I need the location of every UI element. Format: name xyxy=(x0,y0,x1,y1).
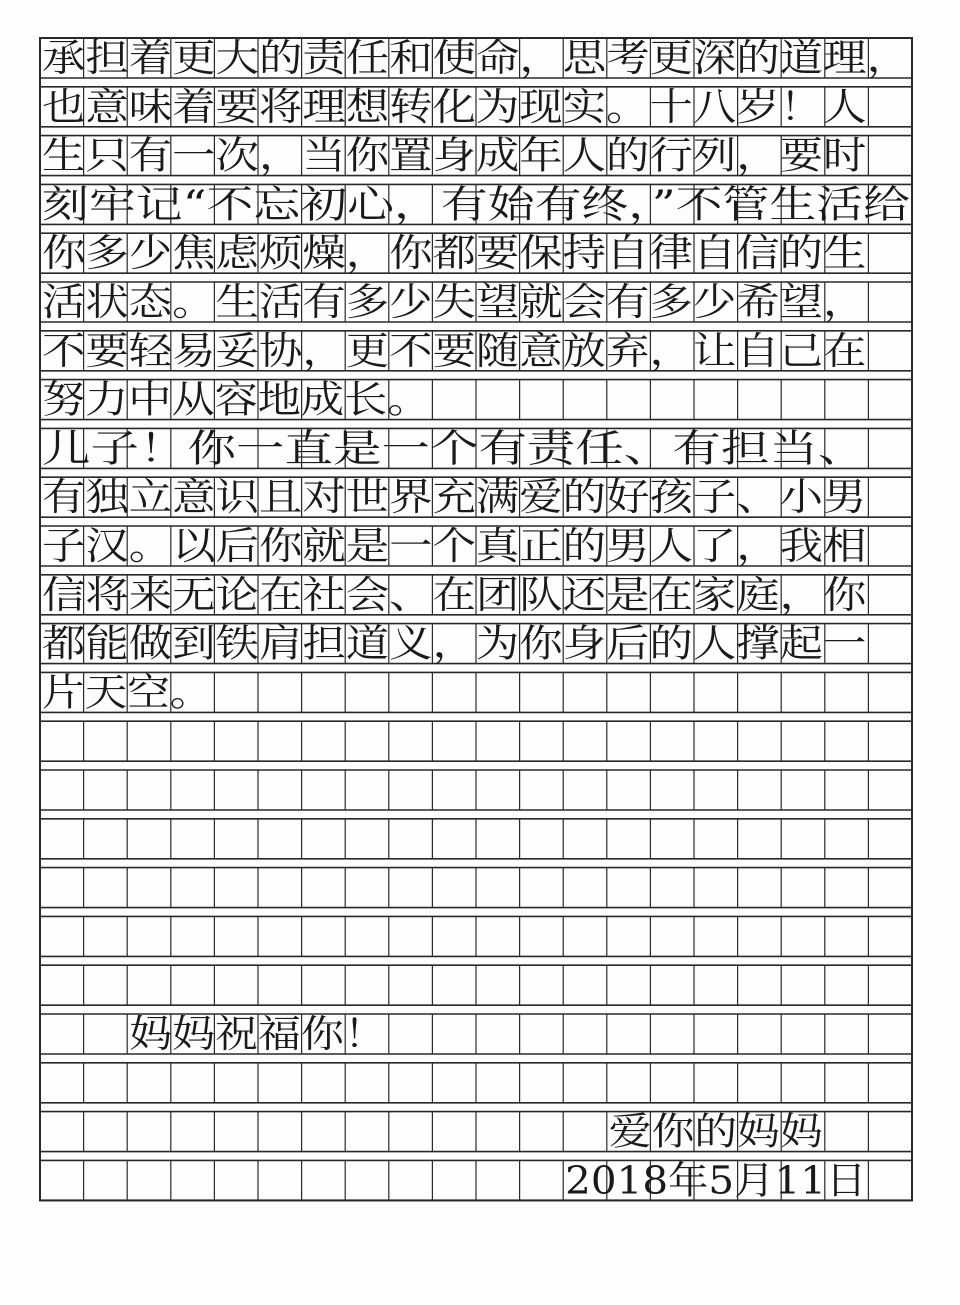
date-line: 2018年5月11日 xyxy=(565,1158,867,1203)
letter-line: 也意味着要将理想转化为现实。十八岁！人 xyxy=(42,84,867,129)
letter-line: 子汉。以后你就是一个真正的男人了，我相 xyxy=(42,524,867,568)
letter-line: 努力中从容地成长。 xyxy=(42,377,431,422)
grid-row xyxy=(40,819,912,859)
letter-line: 活状态。生活有多少失望就会有多少希望， xyxy=(42,280,867,324)
signature-line: 爱你的妈妈 xyxy=(608,1109,823,1154)
grid-row xyxy=(40,377,912,422)
letter-line: 你多少焦虑烦燥，你都要保持自律自信的生 xyxy=(42,231,867,276)
grid-row xyxy=(40,916,912,956)
grid-row xyxy=(40,426,912,471)
grid-row xyxy=(40,182,912,227)
grid-row xyxy=(40,1109,912,1154)
letter-line: 片天空。 xyxy=(42,670,213,715)
grid-row xyxy=(40,670,912,715)
letter-line: 承担着更大的责任和使命，思考更深的道理， xyxy=(42,36,910,80)
grid-row xyxy=(40,38,912,78)
grid-row xyxy=(40,621,912,666)
grid-row xyxy=(40,282,912,322)
grid-row xyxy=(40,133,912,178)
letter-line: 信将来无论在社会、在团队还是在家庭，你 xyxy=(42,572,868,617)
grid-row xyxy=(40,965,912,1005)
letter-line: 不要轻易妥协，更不要随意放弃，让自己在 xyxy=(42,328,867,373)
grid-row xyxy=(40,868,912,908)
letter-line: 刻牢记“不忘初心，有始有终，”不管生活给 xyxy=(42,182,910,227)
grid-row xyxy=(40,1014,912,1054)
letter-line: 儿子！你一直是一个有责任、有担当、 xyxy=(42,426,867,471)
grid-row xyxy=(40,770,912,810)
letter-line: 都能做到铁肩担道义，为你身后的人撑起一 xyxy=(42,621,867,666)
grid-row xyxy=(40,1063,912,1103)
grid-row xyxy=(40,328,912,373)
grid-row xyxy=(40,526,912,566)
blessing-line: 妈妈祝福你！ xyxy=(129,1012,387,1056)
grid-row xyxy=(40,572,912,617)
letter-line: 有独立意识且对世界充满爱的好孩子、小男 xyxy=(42,475,867,520)
letter-line: 生只有一次，当你置身成年人的行列，要时 xyxy=(42,133,867,178)
grid-row xyxy=(40,231,912,276)
grid-row xyxy=(40,721,912,761)
grid-row xyxy=(40,1158,912,1203)
grid-row xyxy=(40,84,912,129)
grid-row xyxy=(40,475,912,520)
